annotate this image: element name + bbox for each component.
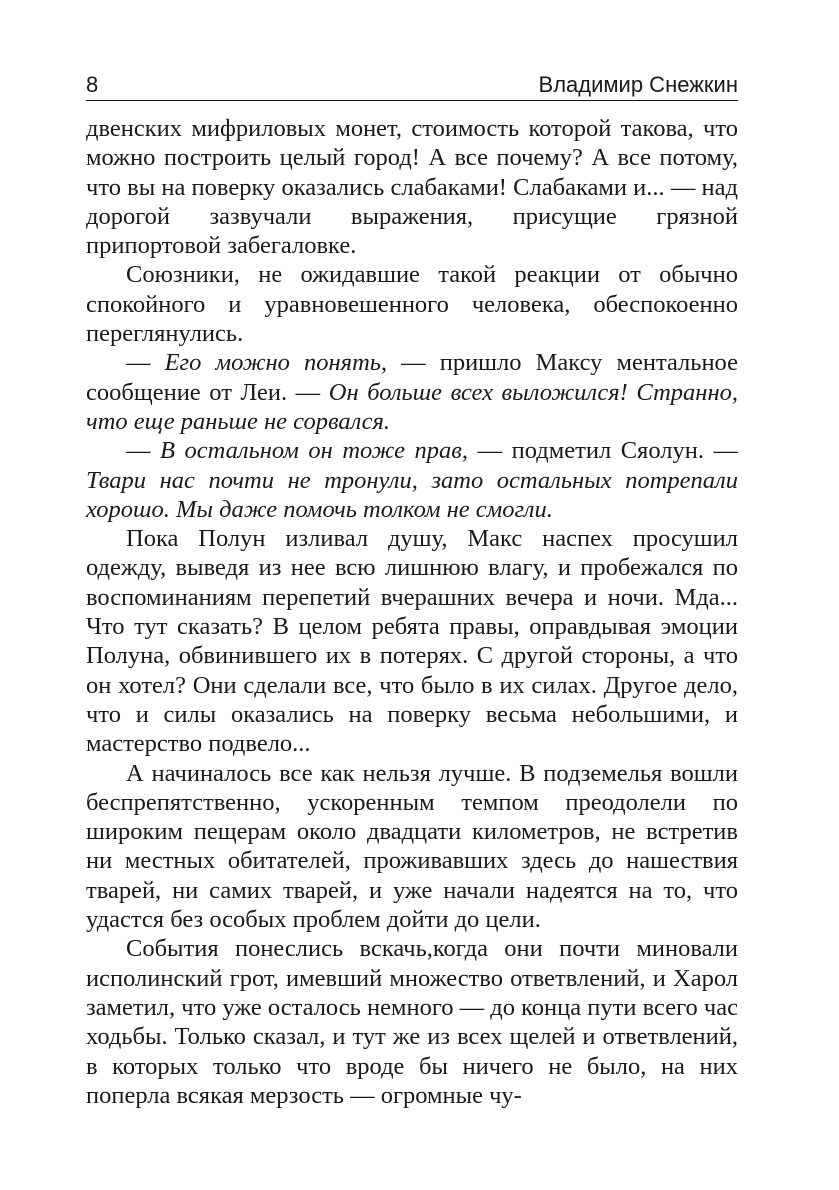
text-run: —: [126, 437, 161, 465]
text-run: —: [126, 349, 165, 377]
text-run: Союзники, не ожидавшие такой реакции от обычно спокойного и уравновешенного человека, обеспокоенно переглянулись.: [86, 261, 738, 348]
text-run: — подметил Сяолун. —: [468, 437, 739, 465]
paragraph: [86, 114, 738, 260]
running-header: [86, 70, 738, 101]
italic-speech: Твари нас почти не тронули, зато остальных потрепали хорошо. Мы даже помочь толком не смогли.: [86, 466, 738, 523]
dialogue-paragraph: [86, 436, 738, 524]
running-header-author: Владимир Снежкин: [538, 72, 738, 97]
paragraph: [86, 759, 738, 935]
body-text: [86, 114, 738, 1110]
italic-speech: Его можно понять,: [164, 349, 388, 377]
italic-speech: В остальном он тоже прав,: [160, 437, 469, 465]
text-run: — пришло Максу ментальное сообщение от Леи. —: [86, 349, 738, 406]
text-run: двенских мифриловых монет, стоимость которой такова, что можно построить целый город! А все почему? А все потому, что вы на поверку оказались слабаками! Слабаками и... — над дорогой зазвучали выражения, присущие грязной припортовой забегаловке.: [86, 115, 738, 260]
text-run: События понеслись вскачь,когда они почти миновали исполинский грот, имевший множество ответвлений, и Харол заметил, что уже осталось немного — до конца пути всего час ходьбы. Только сказал, и тут же из всех щелей и ответвлений, в которых только что вроде бы ничего не было, на них поперла всякая мерзость — огромные чу-: [86, 935, 738, 1109]
text-run: Пока Полун изливал душу, Макс наспех просушил одежду, выведя из нее всю лишнюю влагу, и пробежался по воспоминаниям перепетий вчерашних вечера и ночи. Мда... Что тут сказать? В целом ребята правы, оправдывая эмоции Полуна, обвинившего их в потерях. С другой стороны, а что он хотел? Они сделали все, что было в их силах. Другое дело, что и силы оказались на поверку весьма небольшими, и мастерство подвело...: [86, 525, 738, 758]
dialogue-paragraph: [86, 348, 738, 436]
italic-speech: Он больше всех выложился! Странно, что еще раньше не сорвался.: [86, 378, 738, 435]
page-number: 8: [86, 72, 99, 97]
paragraph: [86, 934, 738, 1110]
text-run: А начиналось все как нельзя лучше. В подземелья вошли беспрепятственно, ускоренным темпом преодолели по широким пещерам около двадцати километров, не встретив ни местных обитателей, проживавших здесь до нашествия тварей, ни самих тварей, и уже начали надеятся на то, что удастся без особых проблем дойти до цели.: [86, 759, 738, 934]
paragraph: [86, 260, 738, 348]
paragraph: [86, 524, 738, 758]
